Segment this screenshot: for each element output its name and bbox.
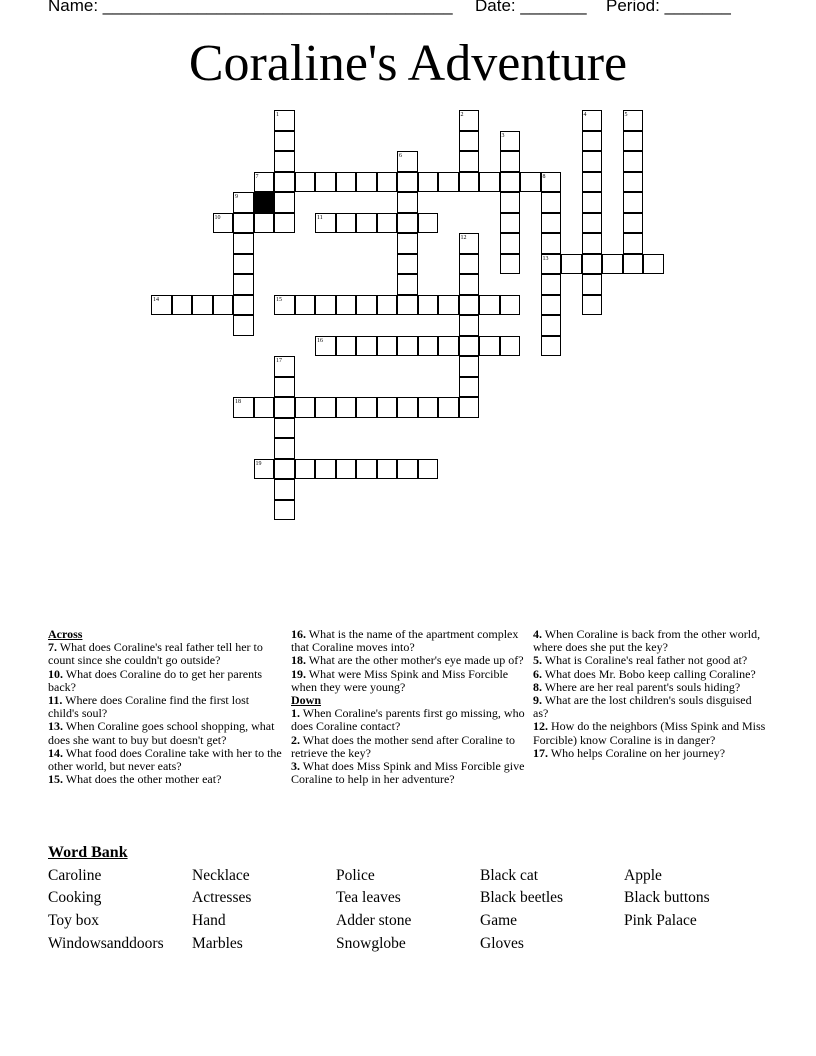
crossword-cell[interactable] <box>541 336 562 357</box>
crossword-cell[interactable] <box>336 295 357 316</box>
crossword-cell[interactable] <box>459 336 480 357</box>
crossword-cell[interactable] <box>233 274 254 295</box>
crossword-cell[interactable] <box>459 356 480 377</box>
word-bank-item: Toy box <box>48 912 100 929</box>
clue-number-19: 19 <box>255 460 262 467</box>
puzzle-title: Coraline's Adventure <box>188 35 628 92</box>
crossword-cell[interactable] <box>541 295 562 316</box>
crossword-cell[interactable] <box>459 315 480 336</box>
crossword-cell[interactable] <box>315 459 336 480</box>
crossword-cell[interactable] <box>397 336 418 357</box>
crossword-cell[interactable] <box>233 315 254 336</box>
crossword-cell[interactable] <box>438 336 459 357</box>
crossword-cell[interactable] <box>623 172 644 193</box>
crossword-cell[interactable] <box>397 172 418 193</box>
crossword-cell[interactable] <box>500 172 521 193</box>
crossword-cell[interactable] <box>397 397 418 418</box>
crossword-cell[interactable] <box>397 233 418 254</box>
crossword-cell[interactable] <box>459 274 480 295</box>
crossword-cell[interactable] <box>274 459 295 480</box>
clue-number-1: 1 <box>276 112 279 118</box>
crossword-cell[interactable] <box>541 274 562 295</box>
crossword-cell[interactable] <box>315 397 336 418</box>
crossword-cell[interactable] <box>295 459 316 480</box>
crossword-cell[interactable] <box>397 192 418 213</box>
crossword-cell[interactable] <box>541 315 562 336</box>
word-bank-item: Black buttons <box>624 889 710 906</box>
crossword-cell[interactable] <box>500 151 521 172</box>
crossword-cell[interactable] <box>377 213 398 234</box>
clue-down-17: 17. Who helps Coraline on her journey? <box>533 745 726 760</box>
crossword-cell[interactable] <box>541 192 562 213</box>
crossword-cell[interactable] <box>459 254 480 275</box>
clue-number-3: 3 <box>501 132 505 139</box>
clue-number-2: 2 <box>460 112 464 118</box>
clue-down-4: 4. When Coraline is back from the other world, where does she put the key? <box>533 627 761 655</box>
clue-across-7: 7. What does Coraline's real father tell her to count since she couldn't go outside? <box>48 640 263 668</box>
clue-down-1: 1. When Coraline's parents first go missing, who does Coraline contact? <box>291 706 525 734</box>
clue-number-16: 16 <box>317 337 323 344</box>
crossword-cell[interactable] <box>561 254 582 275</box>
crossword-cell[interactable] <box>582 233 603 254</box>
clue-number-7: 7 <box>255 173 259 180</box>
crossword-cell[interactable] <box>336 172 357 193</box>
word-bank-item: Windowsanddoors <box>48 935 164 952</box>
crossword-cell[interactable] <box>315 172 336 193</box>
word-bank-title: Word Bank <box>48 844 128 861</box>
crossword-cell[interactable] <box>418 213 439 234</box>
crossword-cell[interactable] <box>500 254 521 275</box>
crossword-cell[interactable] <box>479 172 500 193</box>
clue-down-6: 6. What does Mr. Bobo keep calling Coraline? <box>533 666 756 681</box>
crossword-cell[interactable] <box>418 336 439 357</box>
crossword-cell[interactable] <box>233 233 254 254</box>
word-bank-item: Necklace <box>192 867 250 884</box>
clue-number-4: 4 <box>583 112 587 118</box>
crossword-cell[interactable] <box>192 295 213 316</box>
clue-across-13: 13. When Coraline goes school shopping, what does she want to buy but doesn't get? <box>48 719 275 747</box>
crossword-cell[interactable] <box>582 274 603 295</box>
crossword-cell[interactable] <box>274 418 295 439</box>
clue-number-9: 9 <box>235 194 238 200</box>
clue-across-11: 11. Where does Coraline find the first lost child's soul? <box>48 693 250 721</box>
across-heading: Across <box>48 627 83 641</box>
crossword-cell[interactable] <box>377 172 398 193</box>
crossword-cell[interactable] <box>274 438 295 459</box>
word-bank-item: Hand <box>192 912 226 929</box>
clue-down-8: 8. Where are her real parent's souls hiding? <box>533 679 741 694</box>
crossword-cell[interactable] <box>356 295 377 316</box>
crossword-cell[interactable] <box>500 336 521 357</box>
word-bank-item: Actresses <box>192 889 252 906</box>
crossword-cell[interactable] <box>418 459 439 480</box>
clues-column-1 <box>48 628 282 786</box>
crossword-cell[interactable] <box>459 131 480 152</box>
word-bank-item: Adder stone <box>336 912 412 929</box>
date-field[interactable]: Date: _______ <box>475 0 587 15</box>
clue-across-18: 18. What are the other mother's eye made up of? <box>291 653 524 668</box>
crossword-cell[interactable] <box>459 151 480 172</box>
period-field[interactable]: Period: _______ <box>606 0 731 15</box>
crossword-cell[interactable] <box>418 397 439 418</box>
clue-down-2: 2. What does the mother send after Coraline to retrieve the key? <box>291 732 516 760</box>
clue-number-8: 8 <box>542 173 546 180</box>
crossword-cell[interactable] <box>541 233 562 254</box>
clue-number-13: 13 <box>542 255 549 262</box>
crossword-cell[interactable] <box>623 233 644 254</box>
crossword-cell[interactable] <box>295 397 316 418</box>
crossword-cell[interactable] <box>623 192 644 213</box>
crossword-cell[interactable] <box>582 295 603 316</box>
crossword-cell[interactable] <box>418 295 439 316</box>
crossword-cell[interactable] <box>520 172 541 193</box>
crossword-cell[interactable] <box>336 397 357 418</box>
crossword-cell[interactable] <box>274 172 295 193</box>
crossword-cell[interactable] <box>233 295 254 316</box>
word-bank-item: Black beetles <box>480 889 564 906</box>
crossword-cell[interactable] <box>254 397 275 418</box>
crossword-cell[interactable] <box>397 254 418 275</box>
clue-across-19: 19. What were Miss Spink and Miss Forcible when they were young? <box>291 666 509 694</box>
crossword-cell[interactable] <box>356 397 377 418</box>
crossword-cell[interactable] <box>397 295 418 316</box>
crossword-cell[interactable] <box>336 459 357 480</box>
crossword-cell[interactable] <box>315 295 336 316</box>
crossword-cell[interactable] <box>500 233 521 254</box>
crossword-cell[interactable] <box>582 151 603 172</box>
crossword-cell[interactable] <box>459 172 480 193</box>
word-bank-item: Black cat <box>480 867 539 884</box>
crossword-cell[interactable] <box>541 213 562 234</box>
crossword-cell[interactable] <box>623 213 644 234</box>
crossword-cell[interactable] <box>274 479 295 500</box>
crossword-cell[interactable] <box>397 213 418 234</box>
crossword-cell[interactable] <box>336 213 357 234</box>
crossword-cell[interactable] <box>582 213 603 234</box>
crossword-cell[interactable] <box>582 172 603 193</box>
crossword-cell[interactable] <box>459 397 480 418</box>
clue-number-10: 10 <box>214 214 221 221</box>
crossword-cell[interactable] <box>274 131 295 152</box>
crossword-cell[interactable] <box>274 192 295 213</box>
crossword-cell[interactable] <box>356 459 377 480</box>
crossword-cell[interactable] <box>459 295 480 316</box>
crossword-cell[interactable] <box>479 336 500 357</box>
crossword-cell[interactable] <box>643 254 664 275</box>
crossword-cell[interactable] <box>274 500 295 521</box>
crossword-cell[interactable] <box>233 213 254 234</box>
clue-across-10: 10. What does Coraline do to get her parents back? <box>48 666 263 694</box>
crossword-cell[interactable] <box>438 295 459 316</box>
word-bank-item: Tea leaves <box>336 889 401 906</box>
clues-column-3 <box>533 628 767 760</box>
clue-number-6: 6 <box>399 153 402 159</box>
clue-down-12: 12. How do the neighbors (Miss Spink and Miss Forcible) know Coraline is in danger? <box>533 719 766 747</box>
clue-number-5: 5 <box>624 112 628 118</box>
crossword-cell[interactable] <box>295 295 316 316</box>
crossword-cell[interactable] <box>254 213 275 234</box>
crossword-cell[interactable] <box>377 459 398 480</box>
crossword-cell[interactable] <box>356 213 377 234</box>
crossword-cell[interactable] <box>397 459 418 480</box>
crossword-cell[interactable] <box>336 336 357 357</box>
crossword-cell[interactable] <box>438 397 459 418</box>
crossword-cell[interactable] <box>274 397 295 418</box>
clue-across-14: 14. What food does Coraline take with her to the other world, but never eats? <box>48 745 282 774</box>
crossword-cell[interactable] <box>233 254 254 275</box>
crossword-cell[interactable] <box>459 377 480 398</box>
word-bank-item: Pink Palace <box>624 912 697 929</box>
crossword-cell[interactable] <box>582 131 603 152</box>
crossword-cell[interactable] <box>356 172 377 193</box>
clue-across-16: 16. What is the name of the apartment complex that Coraline moves into? <box>291 627 519 655</box>
crossword-cell[interactable] <box>623 151 644 172</box>
crossword-cell[interactable] <box>377 397 398 418</box>
crossword-cell[interactable] <box>274 151 295 172</box>
crossword-cell[interactable] <box>500 213 521 234</box>
crossword-cell[interactable] <box>479 295 500 316</box>
clue-number-12: 12 <box>460 235 467 241</box>
word-bank-item: Cooking <box>48 889 102 906</box>
crossword-cell[interactable] <box>500 192 521 213</box>
clue-number-18: 18 <box>235 399 241 405</box>
crossword-cell[interactable] <box>623 131 644 152</box>
crossword-cell[interactable] <box>500 295 521 316</box>
clue-across-15: 15. What does the other mother eat? <box>48 772 222 787</box>
crossword-cell[interactable] <box>274 377 295 398</box>
crossword-cell[interactable] <box>623 254 644 275</box>
word-bank-item: Gloves <box>480 935 524 952</box>
crossword-cell[interactable] <box>582 192 603 213</box>
crossword-cell[interactable] <box>172 295 193 316</box>
crossword-cell[interactable] <box>356 336 377 357</box>
word-bank-item: Apple <box>624 867 662 884</box>
word-bank-item: Game <box>480 912 518 929</box>
clue-number-11: 11 <box>317 214 323 221</box>
word-bank-item: Police <box>336 867 375 884</box>
crossword-cell[interactable] <box>582 254 603 275</box>
down-heading: Down <box>291 693 322 708</box>
clues-column-2 <box>291 628 525 786</box>
clue-number-15: 15 <box>276 296 282 303</box>
crossword-cell[interactable] <box>418 172 439 193</box>
clue-number-14: 14 <box>153 296 159 303</box>
clue-down-3: 3. What does Miss Spink and Miss Forcible give Coraline to help in her adventure? <box>291 759 525 787</box>
crossword-cell[interactable] <box>377 336 398 357</box>
word-bank-item: Caroline <box>48 867 102 884</box>
clue-down-5: 5. What is Coraline's real father not good at? <box>533 653 748 668</box>
clue-down-9: 9. What are the lost children's souls disguised as? <box>533 693 752 721</box>
clue-number-17: 17 <box>276 358 282 364</box>
name-field[interactable]: Name: _____________________________________ <box>48 0 453 15</box>
crossword-cell[interactable] <box>397 274 418 295</box>
crossword-cell[interactable] <box>377 295 398 316</box>
crossword-cell[interactable] <box>438 172 459 193</box>
crossword-cell[interactable] <box>602 254 623 275</box>
crossword-cell[interactable] <box>274 213 295 234</box>
word-bank-item: Snowglobe <box>336 935 406 952</box>
word-bank-item: Marbles <box>192 935 243 952</box>
crossword-cell[interactable] <box>213 295 234 316</box>
crossword-block <box>254 192 275 213</box>
crossword-cell[interactable] <box>295 172 316 193</box>
